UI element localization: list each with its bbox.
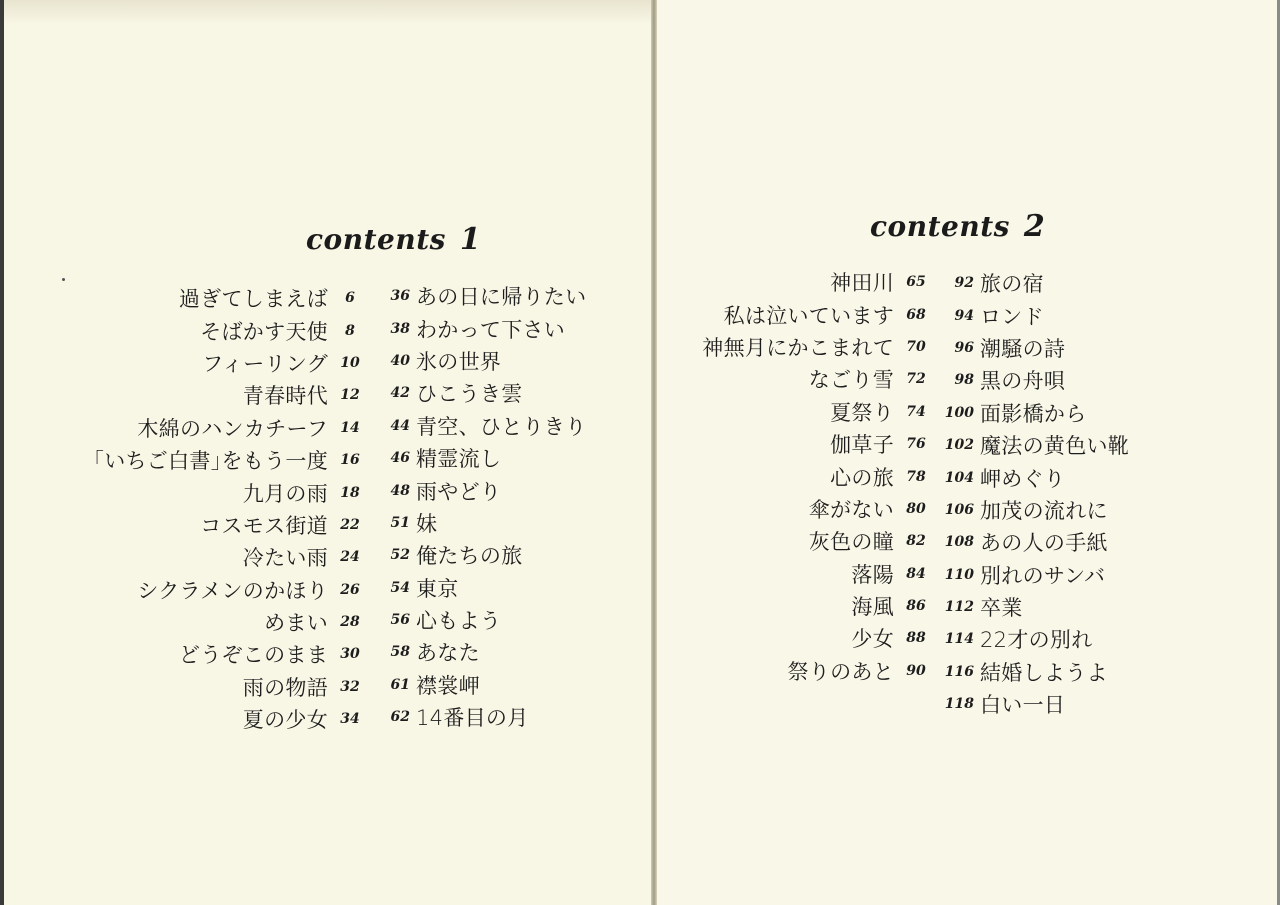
page-number: 94: [954, 307, 974, 324]
toc-entry: [10, 606, 370, 638]
song-title: 伽草子: [830, 433, 894, 458]
toc-entry: [10, 541, 370, 573]
toc-entry: [10, 412, 370, 444]
toc-entry: [336, 331, 936, 363]
toc-entry: [10, 379, 370, 411]
page-number: 74: [906, 403, 926, 420]
song-title: 襟裳岬: [416, 673, 480, 698]
heading-number: 2: [1023, 209, 1046, 244]
page-number: 76: [906, 436, 926, 453]
contents-heading-1: [306, 222, 481, 257]
song-title: 灰色の瞳: [808, 530, 894, 555]
page-number: 58: [390, 644, 410, 661]
song-title: 魔法の黄色い靴: [980, 434, 1130, 459]
toc-entry: [940, 623, 1240, 655]
song-title: 心もよう: [416, 609, 502, 634]
toc-entry: [336, 525, 936, 557]
toc-entry: [336, 590, 936, 622]
toc-entry: [940, 332, 1240, 364]
page-number: 78: [906, 468, 926, 485]
song-title: 22才の別れ: [980, 628, 1093, 653]
toc-entry: [10, 476, 370, 508]
toc-entry: [10, 671, 370, 703]
song-title: 俺たちの旅: [416, 544, 523, 569]
song-title: 潮騒の詩: [980, 336, 1066, 361]
song-title: わかって下さい: [416, 317, 566, 342]
toc-entry: [10, 282, 370, 314]
toc-entry: [10, 703, 370, 735]
page-number: 114: [944, 631, 974, 648]
song-title: 卒業: [980, 596, 1023, 621]
song-title: 木綿のハンカチーフ: [137, 416, 328, 441]
song-title: 東京: [416, 576, 459, 601]
page-number: 40: [390, 352, 410, 369]
song-title: 白い一日: [980, 693, 1066, 718]
page-number: 70: [906, 338, 926, 355]
page-number: 62: [390, 709, 410, 726]
page-number: 51: [390, 514, 410, 531]
song-title: 旅の宿: [980, 272, 1044, 297]
toc-entry: [940, 526, 1240, 558]
song-title: 神無月にかこまれて: [702, 335, 894, 360]
toc-entry: [940, 364, 1240, 396]
page-number: 104: [944, 469, 974, 486]
toc-entry: [940, 397, 1240, 429]
toc-entry: [940, 656, 1240, 688]
toc-entry: [336, 460, 936, 492]
toc-entry: [940, 267, 1240, 299]
song-title: 過ぎてしまえば: [178, 287, 328, 312]
page-number: 106: [944, 501, 974, 518]
page-number: 80: [906, 500, 926, 517]
song-title: 氷の世界: [416, 349, 502, 374]
song-title: 14番目の月: [416, 706, 529, 731]
page-number: 102: [944, 437, 974, 454]
song-title: シクラメンのかほり: [137, 578, 328, 603]
song-title: なごり雪: [808, 368, 894, 393]
toc-entry: [940, 591, 1240, 623]
top-shadow: [0, 0, 651, 24]
toc-entry: [336, 655, 936, 687]
toc-entry: [10, 314, 370, 346]
song-title: 九月の雨: [242, 481, 328, 506]
heading-word: contents: [870, 210, 1010, 243]
page-number: 30: [340, 646, 360, 663]
song-title: 夏の少女: [242, 708, 328, 733]
song-title: 面影橋から: [980, 401, 1087, 426]
contents-heading-2: [870, 209, 1045, 244]
page-number: 54: [390, 579, 410, 596]
page-number: 118: [944, 696, 974, 713]
toc-entry: [336, 558, 936, 590]
page-number: 22: [340, 516, 360, 533]
song-title: 青空、ひとりきり: [416, 414, 587, 439]
page-number: 110: [944, 566, 974, 583]
page-number: 16: [340, 452, 360, 469]
toc-entry: [336, 396, 936, 428]
toc-entry: [376, 701, 636, 733]
song-title: 妹: [416, 511, 438, 536]
page-number: 34: [340, 711, 360, 728]
song-title: ロンド: [980, 304, 1044, 329]
song-title: 黒の舟唄: [980, 369, 1066, 394]
page-number: 108: [944, 534, 974, 551]
toc-column-1a: [10, 282, 370, 735]
paper-speck: [62, 278, 65, 281]
song-title: 私は泣いています: [723, 303, 894, 328]
toc-entry: [336, 298, 936, 330]
song-title: 雨やどり: [416, 479, 502, 504]
toc-entry: [10, 509, 370, 541]
page-number: 92: [954, 275, 974, 292]
song-title: 結婚しようよ: [980, 660, 1108, 685]
song-title: 心の旅: [830, 465, 894, 490]
song-title: 冷たい雨: [242, 546, 328, 571]
toc-entry: [940, 688, 1240, 720]
page-number: 38: [390, 320, 410, 337]
page-number: 14: [340, 419, 360, 436]
song-title: フィーリング: [202, 351, 328, 376]
song-title: 加茂の流れに: [980, 498, 1108, 523]
page-number: 18: [340, 484, 360, 501]
page-number: 112: [944, 599, 974, 616]
page-number: 56: [390, 612, 410, 629]
song-title: 別れのサンバ: [980, 563, 1106, 588]
toc-entry: [940, 429, 1240, 461]
song-title: 海風: [851, 595, 894, 620]
song-title: 神田川: [830, 271, 894, 296]
song-title: どうぞこのまま: [178, 643, 328, 668]
heading-number: 1: [459, 222, 482, 257]
song-title: 落陽: [851, 562, 894, 587]
toc-entry: [336, 493, 936, 525]
page-number: 65: [906, 274, 926, 291]
song-title: 夏祭り: [830, 400, 894, 425]
page-number: 44: [390, 417, 410, 434]
page-number: 48: [390, 482, 410, 499]
song-title: 少女: [851, 627, 894, 652]
page-number: 26: [340, 581, 360, 598]
page-number: 84: [906, 565, 926, 582]
toc-column-2b: [940, 267, 1240, 720]
toc-entry: [940, 461, 1240, 493]
page-number: 61: [390, 676, 410, 693]
toc-entry: [336, 266, 936, 298]
toc-entry: [10, 574, 370, 606]
page-number: 12: [340, 387, 360, 404]
page-number: 52: [390, 547, 410, 564]
page-number: 96: [954, 339, 974, 356]
toc-entry: [336, 363, 936, 395]
song-title: コスモス街道: [200, 513, 328, 538]
toc-entry: [336, 428, 936, 460]
song-title: 傘がない: [808, 497, 894, 522]
page-number: 8: [345, 322, 355, 339]
song-title: そばかす天使: [200, 319, 328, 344]
toc-entry: [10, 444, 370, 476]
page-number: 86: [906, 598, 926, 615]
song-title: 祭りのあと: [787, 659, 894, 684]
page-number: 90: [906, 662, 926, 679]
page-number: 72: [906, 371, 926, 388]
page-number: 28: [340, 614, 360, 631]
page-number: 116: [944, 663, 974, 680]
page-number: 6: [345, 290, 355, 307]
toc-column-2a: [336, 266, 936, 687]
page-number: 98: [954, 372, 974, 389]
page-number: 46: [390, 450, 410, 467]
heading-word: contents: [306, 223, 446, 256]
song-title: 青春時代: [242, 384, 328, 409]
page-number: 10: [340, 354, 360, 371]
song-title: あの人の手紙: [980, 531, 1108, 556]
toc-entry: [10, 347, 370, 379]
song-title: ｢いちご白書｣をもう一度: [93, 449, 328, 474]
page-number: 68: [906, 306, 926, 323]
song-title: めまい: [264, 611, 328, 636]
page-number: 88: [906, 630, 926, 647]
page-number: 32: [340, 678, 360, 695]
song-title: 岬めぐり: [980, 466, 1066, 491]
song-title: あなた: [416, 641, 480, 666]
toc-entry: [940, 494, 1240, 526]
toc-entry: [336, 622, 936, 654]
toc-entry: [940, 299, 1240, 331]
song-title: あの日に帰りたい: [416, 285, 587, 310]
page-number: 36: [390, 288, 410, 305]
toc-entry: [940, 559, 1240, 591]
page-number: 100: [944, 404, 974, 421]
page-number: 82: [906, 533, 926, 550]
page-number: 24: [340, 549, 360, 566]
toc-entry: [10, 638, 370, 670]
song-title: ひこうき雲: [416, 382, 523, 407]
page-number: 42: [390, 385, 410, 402]
song-title: 雨の物語: [242, 675, 328, 700]
song-title: 精霊流し: [416, 447, 502, 472]
scan-edge-left: [0, 0, 4, 905]
